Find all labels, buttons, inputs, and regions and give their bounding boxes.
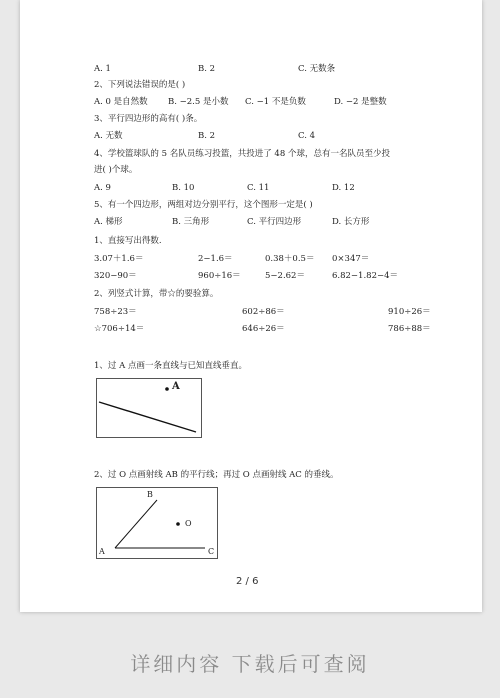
q3-text: 3、平行四边形的高有( )条。	[94, 114, 203, 124]
q3-option-c: C. 4	[298, 131, 316, 141]
draw2-instruction: 2、过 O 点画射线 AB 的平行线；再过 O 点画射线 AC 的垂线。	[94, 470, 339, 480]
calc2-item: 646÷26＝	[242, 324, 285, 334]
q3-option-b: B. 2	[198, 131, 216, 141]
q2-text: 2、下列说法错误的是( )	[94, 80, 186, 90]
draw2-rays	[97, 488, 217, 558]
draw1-figure	[96, 378, 202, 438]
document-page	[20, 0, 482, 612]
q1-option-a: A. 1	[94, 64, 111, 74]
q4-text: 4、学校篮球队的 5 名队员练习投篮，共投进了 48 个球，总有一名队员至少投	[94, 149, 390, 159]
q5-option-a: A. 梯形	[94, 217, 123, 227]
q5-option-b: B. 三角形	[172, 217, 210, 227]
point-a-label: A	[99, 547, 105, 556]
q4-option-b: B. 10	[172, 183, 195, 193]
calc1-item: 960÷16＝	[198, 271, 241, 281]
calc2-item: 758÷23＝	[94, 307, 137, 317]
point-a-label: A	[172, 381, 180, 392]
calc1-item: 0×347＝	[332, 254, 370, 264]
calc1-item: 3.07＋1.6＝	[94, 254, 144, 264]
calc2-item: ☆706÷14＝	[94, 324, 145, 334]
q1-option-b: B. 2	[198, 64, 216, 74]
download-prompt[interactable]: 详细内容 下载后可查阅	[130, 652, 370, 676]
q4-option-c: C. 11	[247, 183, 270, 193]
calc1-item: 6.82−1.82−4＝	[332, 271, 399, 281]
draw2-figure	[96, 487, 218, 559]
calc1-item: 2−1.6＝	[198, 254, 233, 264]
q4-option-a: A. 9	[94, 183, 111, 193]
q5-text: 5、有一个四边形，两组对边分别平行，这个图形一定是( )	[94, 200, 313, 210]
q2-option-d: D. −2 是整数	[334, 97, 387, 107]
point-c-label: C	[208, 547, 215, 556]
draw1-instruction: 1、过 A 点画一条直线与已知直线垂直。	[94, 361, 247, 371]
calc2-item: 602÷86＝	[242, 307, 285, 317]
calc2-item: 786÷88＝	[388, 324, 431, 334]
calc2-item: 910÷26＝	[388, 307, 431, 317]
page-number: 2 / 6	[236, 576, 259, 587]
calc2-title: 2、列竖式计算，带☆的要验算。	[94, 289, 219, 299]
draw1-given-line	[97, 379, 201, 437]
q5-option-d: D. 长方形	[332, 217, 370, 227]
calc1-title: 1、直接写出得数.	[94, 236, 162, 246]
q4-text-cont: 进( )个球。	[94, 165, 138, 175]
calc1-item: 320−90＝	[94, 271, 137, 281]
q2-option-c: C. −1 不是负数	[245, 97, 306, 107]
q2-option-a: A. 0 是自然数	[94, 97, 148, 107]
q3-option-a: A. 无数	[94, 131, 123, 141]
q5-option-c: C. 平行四边形	[247, 217, 302, 227]
calc1-item: 0.38＋0.5＝	[265, 254, 315, 264]
point-o-label: O	[185, 519, 192, 528]
q2-option-b: B. −2.5 是小数	[168, 97, 229, 107]
point-b-label: B	[147, 490, 153, 499]
q1-option-c: C. 无数条	[298, 64, 336, 74]
calc1-item: 5−2.62＝	[265, 271, 305, 281]
q4-option-d: D. 12	[332, 183, 355, 193]
